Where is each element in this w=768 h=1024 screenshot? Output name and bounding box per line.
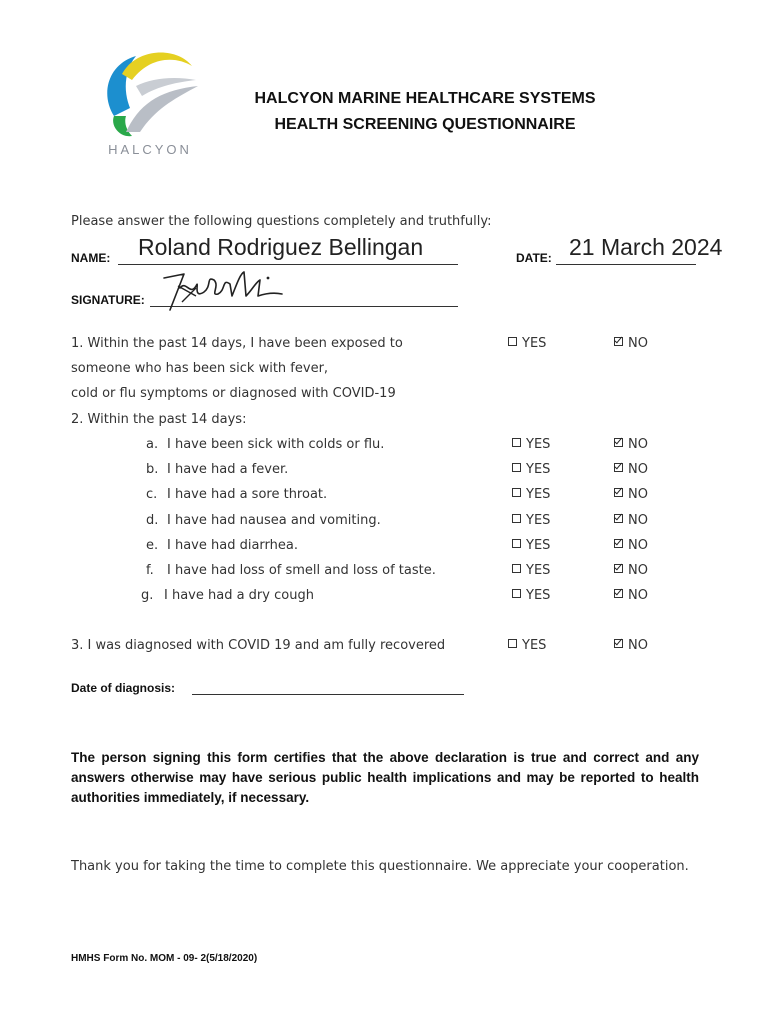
instructions: Please answer the following questions completely and truthfully: (71, 214, 492, 229)
checkbox-icon (512, 488, 521, 497)
q2e-yes-option[interactable] (512, 538, 550, 553)
q2e-no-option[interactable] (614, 538, 648, 553)
q2b-yes-option[interactable] (512, 462, 550, 477)
checkbox-icon (508, 337, 517, 346)
yes-label: YES (526, 462, 551, 477)
checkbox-checked-icon (614, 564, 623, 573)
checkbox-icon (512, 564, 521, 573)
q1-line1: 1. Within the past 14 days, I have been exposed to (71, 336, 403, 351)
yes-label: YES (526, 437, 551, 452)
q2b-letter: b. (146, 462, 159, 477)
q2e-letter: e. (146, 538, 159, 553)
q2g-yes-option[interactable] (512, 588, 550, 603)
date-label: DATE: (516, 251, 552, 265)
q2b-no-option[interactable] (614, 462, 648, 477)
thank-you-note: Thank you for taking the time to complete this questionnaire. We appreciate your cooperation. (71, 859, 689, 874)
no-label: NO (628, 462, 648, 477)
checkbox-checked-icon (614, 337, 623, 346)
date-field[interactable]: 21 March 2024 (569, 234, 723, 260)
logo-text: HALCYON (108, 142, 192, 157)
q2d-letter: d. (146, 513, 159, 528)
no-label: NO (628, 563, 648, 578)
q2c-yes-option[interactable] (512, 487, 550, 502)
q2-intro: 2. Within the past 14 days: (71, 412, 247, 427)
q2a-yes-option[interactable] (512, 437, 550, 452)
q2f-yes-option[interactable] (512, 563, 550, 578)
form-number: HMHS Form No. MOM - 09- 2(5/18/2020) (71, 953, 258, 964)
name-field[interactable]: Roland Rodriguez Bellingan (138, 234, 424, 260)
diagnosis-field[interactable] (192, 694, 464, 695)
checkbox-icon (512, 589, 521, 598)
q2c-letter: c. (146, 487, 158, 502)
yes-label: YES (526, 487, 551, 502)
q2d-no-option[interactable] (614, 513, 648, 528)
checkbox-icon (512, 514, 521, 523)
q2a-no-option[interactable] (614, 437, 648, 452)
no-label: NO (628, 588, 648, 603)
yes-label: YES (526, 563, 551, 578)
name-line (118, 264, 458, 265)
yes-label: YES (526, 513, 551, 528)
q1-no-option[interactable] (614, 336, 648, 351)
q2e-text: I have had diarrhea. (167, 538, 298, 553)
no-label: NO (628, 336, 648, 351)
q1-yes-option[interactable] (508, 336, 546, 351)
no-label: NO (628, 538, 648, 553)
declaration: The person signing this form certifies that the above declaration is true and correct and any answers otherwise may have serious public health implications and may be reported to health authorities immediately, if necessary. (71, 750, 699, 805)
q2b-text: I have had a fever. (167, 462, 289, 477)
q1-line3: cold or flu symptoms or diagnosed with COVID-19 (71, 386, 396, 401)
name-label: NAME: (71, 251, 111, 265)
q2g-text: I have had a dry cough (164, 588, 314, 603)
q1-line2: someone who has been sick with fever, (71, 361, 329, 376)
checkbox-checked-icon (614, 488, 623, 497)
q3-no-option[interactable] (614, 638, 648, 653)
halcyon-logo-icon (96, 46, 206, 142)
diagnosis-label: Date of diagnosis: (71, 681, 176, 695)
company-title: HALCYON MARINE HEALTHCARE SYSTEMS (254, 90, 596, 107)
yes-label: YES (522, 638, 547, 653)
q2f-letter: f. (146, 563, 154, 578)
checkbox-checked-icon (614, 438, 623, 447)
checkbox-checked-icon (614, 514, 623, 523)
q2g-letter: g. (141, 588, 154, 603)
checkbox-icon (512, 438, 521, 447)
q2c-text: I have had a sore throat. (167, 487, 328, 502)
checkbox-icon (512, 539, 521, 548)
q2d-yes-option[interactable] (512, 513, 550, 528)
q2g-no-option[interactable] (614, 588, 648, 603)
signature-label: SIGNATURE: (71, 293, 145, 307)
q2f-no-option[interactable] (614, 563, 648, 578)
checkbox-checked-icon (614, 463, 623, 472)
checkbox-icon (512, 463, 521, 472)
q2f-text: I have had loss of smell and loss of taste. (167, 563, 436, 578)
checkbox-checked-icon (614, 589, 623, 598)
checkbox-icon (508, 639, 517, 648)
q3-yes-option[interactable] (508, 638, 546, 653)
yes-label: YES (526, 588, 551, 603)
yes-label: YES (526, 538, 551, 553)
no-label: NO (628, 513, 648, 528)
no-label: NO (628, 487, 648, 502)
q2a-letter: a. (146, 437, 159, 452)
signature-image[interactable] (156, 266, 286, 314)
yes-label: YES (522, 336, 547, 351)
checkbox-checked-icon (614, 539, 623, 548)
date-line (556, 264, 696, 265)
q2a-text: I have been sick with colds or flu. (167, 437, 385, 452)
checkbox-checked-icon (614, 639, 623, 648)
no-label: NO (628, 437, 648, 452)
no-label: NO (628, 638, 648, 653)
q2c-no-option[interactable] (614, 487, 648, 502)
form-title: HEALTH SCREENING QUESTIONNAIRE (274, 116, 576, 133)
q3-text: 3. I was diagnosed with COVID 19 and am fully recovered (71, 638, 446, 653)
q2d-text: I have had nausea and vomiting. (167, 513, 381, 528)
